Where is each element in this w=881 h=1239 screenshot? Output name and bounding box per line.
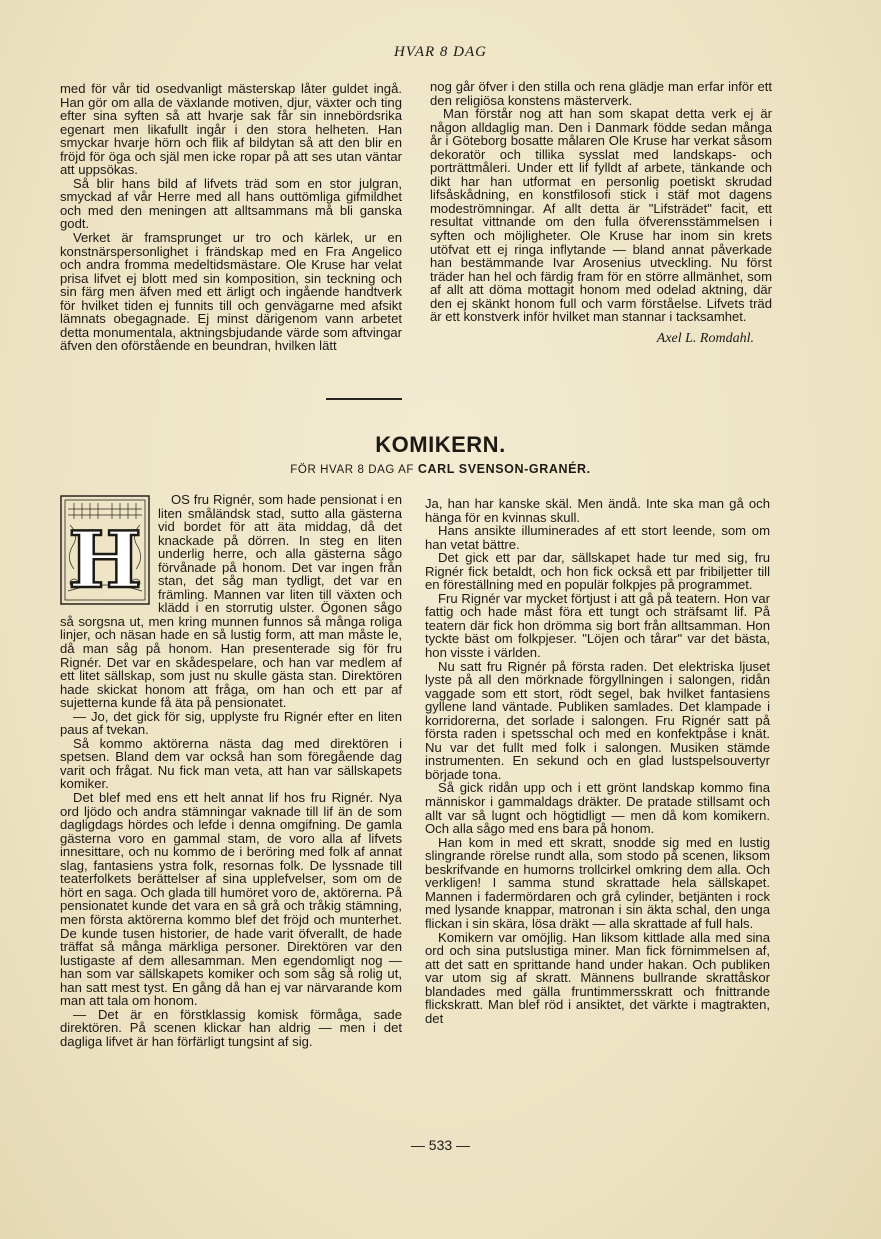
story-byline <box>0 462 881 476</box>
paragraph: Fru Rignér var mycket förtjust i att gå på teatern. Hon var fattig och hade måst föra ett tungt och sträfsamt lif. På teatern där fick hon drömma sig bort från alltsamman. Hon tyckte bäst om folkpjeser. "Löjen och tårar" var det bästa, hon visste i världen. <box>425 590 770 661</box>
paragraph: Ja, han har kanske skäl. Men ändå. Inte ska man gå och hänga för en kvinnas skull. <box>425 496 770 525</box>
paragraph: Så blir hans bild af lifvets träd som en stor julgran, smyckad af vår Herre med all hans outtömliga gifmildhet och med den meningen att alltsammans må bli ganska godt. <box>60 175 402 232</box>
dropcap-letter: H <box>68 515 142 605</box>
dropcap-h-icon <box>60 495 150 605</box>
paragraph: nog går öfver i den stilla och rena glädje man erfar inför ett den religiösa konstens mästerverk. <box>430 79 772 108</box>
first-paragraph-text: OS fru Rignér, som hade pensionat i en liten småländsk stad, sutto alla gästerna vid bordet för att äta middag, då det knackade på dörren. In steg en liten underlig herre, och alla gästerna sågo förvånade på honom. Det var ingen från stan, det såg man tydligt, det var en främling. Mannen var liten till växten och klädd i en storrutig ulster. Ögonen sågo så sorgsna ut, men kring munnen funnos så många roliga linjer, och näsan hade en så lustig form, att man måste le, då man såg på honom. Han presenterade sig för fru Rignér. Det var en skådespelare, och han var medlem af ett litet sällskap, som just nu skulle gästa stan. Direktören hade skickat honom att fråga, om han och ett par af sujetterna kunde få äta på pensionatet. <box>60 492 402 711</box>
signature: Axel L. Romdahl. <box>656 330 754 346</box>
paragraph: Hans ansikte illuminerades af ett stort leende, som om han vetat bättre. <box>425 523 770 552</box>
paragraph: Verket är framsprunget ur tro och kärlek, ur en konstnärspersonlighet i frändskap med en Fra Angelico och andra fromma medeltidsmästare. Ole Kruse har velat prisa lifvet ej blott med sin komposition, sin teckning och sin färg men äfven med ett ärligt och ingående handtverk för hvilket tiden ej funnits till och genvägarne med afsikt lämnats obegagnade. Ej minst därigenom vann arbetet detta monumentala, aktningsbjudande värde som aftvingar äfven den oförstående en beundran, hvilken lätt <box>60 230 402 354</box>
paragraph: med för vår tid osedvanligt mästerskap låter guldet ingå. Han gör om alla de växlande motiven, djur, växter och ting efter sina syften så att hvarje sak får sin innebördsrika egenart men likafullt ingår i den stora helheten. Han smyckar hvarje hörn och flik af bildytan så att den blir en fröjd för öga och själ men icke ropar på att ses utan väntar att uppsökas. <box>60 81 402 178</box>
story-right-column <box>425 497 770 1025</box>
review-right-column <box>430 80 772 345</box>
byline-prefix: FÖR HVAR 8 DAG AF <box>290 464 415 476</box>
paragraph <box>60 493 402 710</box>
story-left-column <box>60 493 402 1048</box>
paragraph: Man förstår nog att han som skapat detta verk ej är någon alldaglig man. Den i Danmark födde sedan många år i Göteborg bosatte målaren Ole Kruse har verkat såsom dekoratör och tillika sysslat med landskaps- och porträttmåleri. Under ett lif fylldt af arbete, tänkande och dikt har han utformat en personlig poetiskt skrudad lifsåskådning, en konstfilosofi stick i stäf mot dagens modeströmningar. Af allt detta är "Lifsträdet" facit, ett resultat vittnande om den fulla öfverensstämmelsen i syften och möjligheter. Ole Kruse har inom sin krets utöfvat ett ej ringa inflytande — bland annat påverkade han bestämmande Ivar Arosenius utveckling. Nu först träder han hel och färdig fram för en större allmänhet, som af allt att döma mottagit honom med odelad aktning, där den ej skänkt honom full och varm förståelse. Lifvets träd är ett konstverk inför hvilket man stannar i tacksamhet. <box>430 106 772 325</box>
column-end-rule <box>326 398 402 400</box>
paragraph: Så kommo aktörerna nästa dag med direktören i spetsen. Bland dem var också han som föregående dag varit och frågat. Nu fick man veta, att han var sällskapets komiker. <box>60 735 402 792</box>
paragraph: Komikern var omöjlig. Han liksom kittlade alla med sina ord och sina putslustiga miner. Man fick förnimmelsen af, att det satt en sprittande hand under hakan. Och publiken var utom sig af skratt. Männens bullrande skrattåskor blandades med gälla fruntimmersskratt och fnittrande flickskratt. Man blef röd i ansiktet, det värkte i magtrakten, det <box>425 929 770 1026</box>
running-head: HVAR 8 DAG <box>393 44 488 60</box>
page-number: — 533 — <box>410 1137 471 1153</box>
paragraph: Nu satt fru Rignér på första raden. Det elektriska ljuset lyste på all den mörknade förgyllningen i salongen, ridån vaggade som ett stort, rödt segel, bak hvilket fantasiens gyllene land väntade. Publiken samlades. Det klampade i korridorerna, det sorlade i salongen. Fru Rignér satt på första raden i spetsschal och med en konfektpåse i knät. Nu var det fullt med folk i salongen. Musiken stämde instrumenten. En sekund och en glad lustspelsouvertyr började tona. <box>425 658 770 782</box>
paragraph: — Det är en förstklassig komisk förmåga, sade direktören. På scenen klickar han aldrig — men i det dagliga lifvet är han förfärligt tungsint af sig. <box>60 1006 402 1049</box>
paragraph: Han kom in med ett skratt, snodde sig med en lustig slingrande rörelse rundt alla, som stodo på scenen, liksom beskrifvande en humorns trollcirkel omkring dem alla. Och verkligen! I samma stund skrattade hela sällskapet. Mannen i fadermördaren och grå cylinder, betjänten i rock med lysande knappar, matronan i sin äkta schal, den unga flickan i sin skära, lösa dräkt — alla skrattade af full hals. <box>425 834 770 931</box>
paragraph: Det gick ett par dar, sällskapet hade tur med sig, fru Rignér fick betaldt, och hon fick också ett par fribiljetter till en föreställning med en populär folkpjes på programmet. <box>425 550 770 593</box>
byline-author: CARL SVENSON-GRANÉR. <box>417 462 591 476</box>
paragraph: — Jo, det gick för sig, upplyste fru Rignér efter en liten paus af tvekan. <box>60 708 402 738</box>
paragraph: Så gick ridån upp och i ett grönt landskap kommo fina människor i gammaldags dräkter. De pratade stillsamt och allt var så lugnt och högtidligt — men då kom komikern. Och alla sågo med ens bara på honom. <box>425 780 770 837</box>
paragraph: Det blef med ens ett helt annat lif hos fru Rignér. Nya ord ljödo och andra stämningar vaknade till lif än de som dagligdags hördes och lefde i denna omgifning. De gamla gästerna voro en gammal stam, de voro alla af lifvets innesittare, och nu kommo de i beröring med folk af annat slag, fantasiens ystra folk, resornas folk. De lyssnade till teaterfolkets berättelser af sina upplefvelser, som om de hört en saga. Och glada till humöret voro de, aktörerna. På pensionatet kunde det vara en så grå och tråkig stämning, men första aktörerna kommo blef det fröjd och munterhet. De kunde tusen historier, de hade varit öfverallt, de hade träffat så många märkliga personer. Direktören var den lustigaste af dem allesamman. Men egendomligt nog — han som var sällskapets komiker och som såg så rolig ut, han satt mest tyst. En gång då han ej var närvarande kom man att tala om honom. <box>60 790 402 1009</box>
story-title: KOMIKERN. <box>375 432 506 457</box>
review-left-column <box>60 82 402 353</box>
